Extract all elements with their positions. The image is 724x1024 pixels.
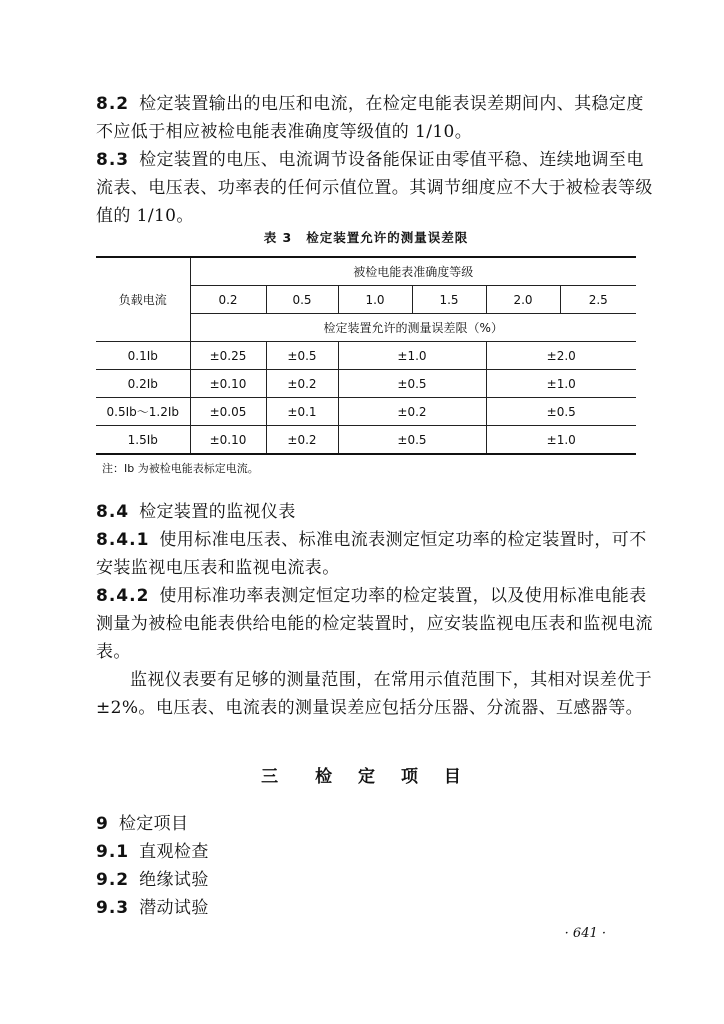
paragraph-8-4-2 [96, 582, 656, 666]
item-9-2 [96, 866, 656, 894]
table-row [96, 398, 636, 426]
table-caption [96, 228, 636, 246]
clause-text: 检定装置的监视仪表 [139, 502, 296, 522]
clause-text: 使用标准电压表、标准电流表测定恒定功率的检定装置时，可不安装监视电压表和监视电流表。 [96, 530, 647, 578]
value-cell: ±0.5 [338, 426, 486, 455]
value-cell: ±0.05 [190, 398, 266, 426]
section-heading: 三 检 定 项 目 [261, 767, 471, 787]
clause-number: 8.3 [96, 150, 130, 170]
value-cell: ±0.10 [190, 370, 266, 398]
value-cell: ±0.5 [486, 398, 636, 426]
paragraph-8-4-1 [96, 526, 656, 582]
value-cell: ±1.0 [486, 426, 636, 455]
table-header-row [96, 257, 636, 286]
paragraph-8-3 [96, 146, 656, 230]
value-cell: ±0.10 [190, 426, 266, 455]
value-cell: ±0.2 [266, 370, 338, 398]
item-9 [96, 810, 656, 838]
page-number: · 641 · [564, 926, 606, 941]
table-row [96, 370, 636, 398]
paragraph-8-4 [96, 498, 656, 526]
item-9-3 [96, 894, 656, 922]
clause-number: 9.2 [96, 870, 130, 890]
header-load-current: 负载电流 [96, 257, 190, 342]
error-limit-table [96, 256, 636, 455]
value-cell: ±1.0 [486, 370, 636, 398]
table-title: 检定装置允许的测量误差限 [306, 230, 469, 245]
table-number: 表 3 [263, 230, 293, 245]
table-row [96, 426, 636, 455]
grade-cell: 2.0 [486, 286, 560, 314]
clause-number: 8.4 [96, 502, 130, 522]
clause-number: 8.4.1 [96, 530, 150, 550]
paragraph-8-2 [96, 90, 656, 146]
clause-number: 9.3 [96, 898, 130, 918]
clause-text: 检定装置输出的电压和电流，在检定电能表误差期间内、其稳定度不应低于相应被检电能表准确度等级值的 1/10。 [96, 94, 644, 142]
clause-text: 直观检查 [139, 842, 209, 862]
grade-cell: 2.5 [560, 286, 636, 314]
value-cell: ±0.5 [266, 342, 338, 370]
value-cell: ±1.0 [338, 342, 486, 370]
value-cell: ±0.25 [190, 342, 266, 370]
paragraph-monitor [96, 666, 656, 722]
item-9-1 [96, 838, 656, 866]
paragraph-text: 监视仪表要有足够的测量范围，在常用示值范围下，其相对误差优于±2%。电压表、电流表的测量误差应包括分压器、分流器、互感器等。 [96, 670, 652, 718]
header-accuracy-grade: 被检电能表准确度等级 [190, 257, 636, 286]
clause-text: 潜动试验 [139, 898, 209, 918]
clause-number: 8.2 [96, 94, 130, 114]
value-cell: ±0.2 [266, 426, 338, 455]
load-cell: 0.5Ib～1.2Ib [96, 398, 190, 426]
value-cell: ±2.0 [486, 342, 636, 370]
grade-cell: 0.2 [190, 286, 266, 314]
grade-cell: 0.5 [266, 286, 338, 314]
clause-number: 8.4.2 [96, 586, 150, 606]
value-cell: ±0.2 [338, 398, 486, 426]
table-row [96, 342, 636, 370]
clause-text: 检定装置的电压、电流调节设备能保证由零值平稳、连续地调至电流表、电压表、功率表的任何示值位置。其调节细度应不大于被检表等级值的 1/10。 [96, 150, 653, 226]
load-cell: 1.5Ib [96, 426, 190, 455]
clause-text: 使用标准功率表测定恒定功率的检定装置，以及使用标准电能表测量为被检电能表供给电能的检定装置时，应安装监视电压表和监视电流表。 [96, 586, 653, 662]
value-cell: ±0.1 [266, 398, 338, 426]
clause-number: 9 [96, 814, 109, 834]
header-error-limit: 检定装置允许的测量误差限（%） [190, 314, 636, 342]
clause-number: 9.1 [96, 842, 130, 862]
value-cell: ±0.5 [338, 370, 486, 398]
grade-cell: 1.0 [338, 286, 412, 314]
table-note: 注：Ib 为被检电能表标定电流。 [102, 462, 259, 475]
clause-text: 绝缘试验 [139, 870, 209, 890]
load-cell: 0.1Ib [96, 342, 190, 370]
grade-cell: 1.5 [412, 286, 486, 314]
load-cell: 0.2Ib [96, 370, 190, 398]
clause-text: 检定项目 [118, 814, 189, 834]
